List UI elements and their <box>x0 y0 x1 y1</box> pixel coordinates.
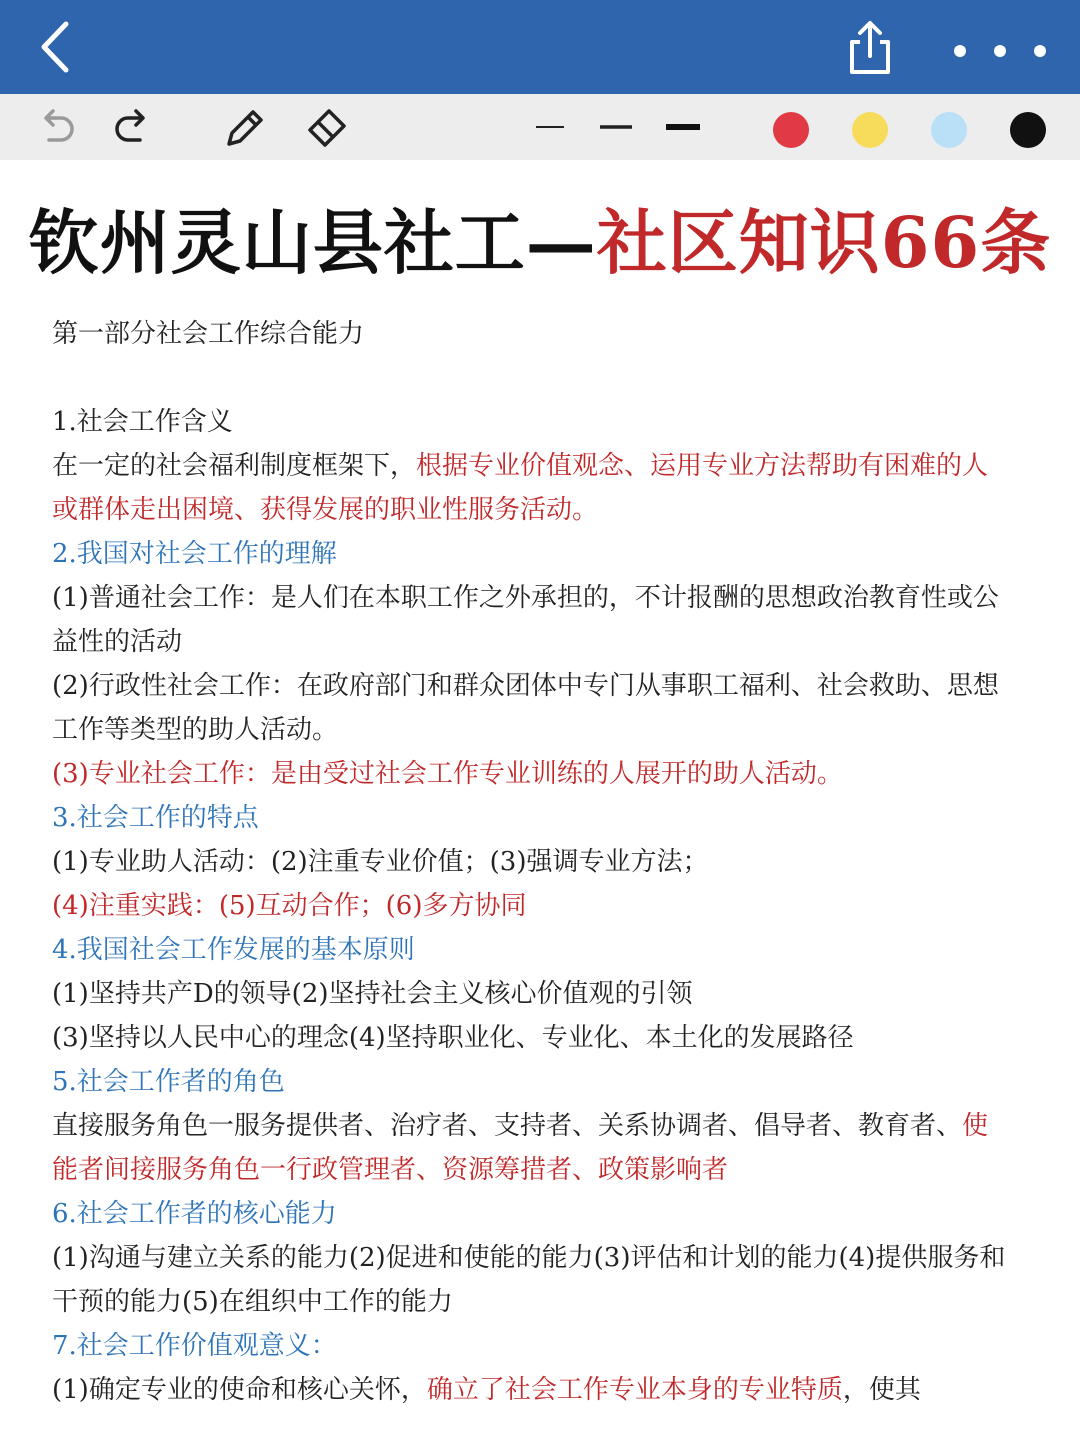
color-swatch-red[interactable] <box>773 112 809 148</box>
redo-icon <box>108 102 158 152</box>
paragraph-line: (1)普通社会工作：是人们在本职工作之外承担的，不计报酬的思想政治教育性或公 <box>52 583 999 613</box>
section-heading: 3.社会工作的特点 <box>52 803 259 833</box>
paragraph-line: 工作等类型的助人活动。 <box>52 715 339 745</box>
eraser-icon <box>302 102 352 152</box>
pencil-icon <box>220 102 270 152</box>
paragraph-line: (3)专业社会工作：是由受过社会工作专业训练的人展开的助人活动。 <box>52 759 843 789</box>
section-heading: 7.社会工作价值观意义： <box>52 1331 337 1361</box>
pencil-button[interactable] <box>220 102 270 152</box>
section-heading: 4.我国社会工作发展的基本原则 <box>52 935 415 965</box>
paragraph-line <box>52 444 1042 488</box>
paragraph-line: (2)行政性社会工作：在政府部门和群众团体中专门从事职工福利、社会救助、思想 <box>52 671 999 701</box>
back-button[interactable] <box>30 18 82 76</box>
section-heading: 5.社会工作者的角色 <box>52 1067 285 1097</box>
stroke-thick-icon <box>656 102 712 152</box>
page-title <box>0 198 1080 288</box>
share-button[interactable] <box>840 18 900 78</box>
eraser-button[interactable] <box>302 102 352 152</box>
paragraph-line: (3)坚持以人民中心的理念(4)坚持职业化、专业化、本土化的发展路径 <box>52 1023 854 1053</box>
highlight-span: 使 <box>962 1111 989 1141</box>
paragraph-line: 干预的能力(5)在组织中工作的能力 <box>52 1287 453 1317</box>
text-span: ，使其 <box>842 1375 921 1405</box>
paragraph-line: (4)注重实践：(5)互动合作；(6)多方协同 <box>52 891 527 921</box>
stroke-thin-button[interactable] <box>524 102 580 152</box>
title-part-black: 钦州灵山县社工— <box>28 201 597 284</box>
part-heading: 第一部分社会工作综合能力 <box>52 319 365 349</box>
redo-button[interactable] <box>108 102 158 152</box>
color-swatch-yellow[interactable] <box>852 112 888 148</box>
text-span: (1)确定专业的使命和核心关怀， <box>52 1375 427 1405</box>
text-span: 直接服务角色一服务提供者、治疗者、支持者、关系协调者、倡导者、教育者、 <box>52 1111 963 1141</box>
paragraph-line: (1)专业助人活动：(2)注重专业价值；(3)强调专业方法； <box>52 847 709 877</box>
paragraph-line: 益性的活动 <box>52 627 183 657</box>
more-button[interactable] <box>940 30 1060 70</box>
paragraph-line <box>52 1104 1042 1148</box>
paragraph-line: 或群体走出困境、获得发展的职业性服务活动。 <box>52 495 599 525</box>
undo-icon <box>31 102 81 152</box>
chevron-left-icon <box>30 18 82 76</box>
top-bar <box>0 0 1080 94</box>
share-icon <box>840 18 900 78</box>
stroke-medium-icon <box>590 102 646 152</box>
stroke-thick-button[interactable] <box>656 102 712 152</box>
section-heading: 1.社会工作含义 <box>52 407 233 437</box>
color-swatch-light-blue[interactable] <box>931 112 967 148</box>
stroke-medium-button[interactable] <box>590 102 646 152</box>
section-heading: 6.社会工作者的核心能力 <box>52 1199 337 1229</box>
paragraph-line: 能者间接服务角色一行政管理者、资源筹措者、政策影响者 <box>52 1155 729 1185</box>
more-dots-icon <box>940 30 1060 70</box>
highlight-span: 确立了社会工作专业本身的专业特质 <box>426 1375 843 1405</box>
section-heading: 2.我国对社会工作的理解 <box>52 539 337 569</box>
color-swatch-black[interactable] <box>1010 112 1046 148</box>
text-span: 在一定的社会福利制度框架下， <box>52 451 417 481</box>
highlight-span: 根据专业价值观念、运用专业方法帮助有困难的人 <box>416 451 989 481</box>
title-part-red: 社区知识66条 <box>596 201 1052 284</box>
undo-button[interactable] <box>31 102 81 152</box>
paragraph-line <box>52 1368 1042 1412</box>
document-page <box>0 160 1080 1440</box>
paragraph-line: (1)坚持共产D的领导(2)坚持社会主义核心价值观的引领 <box>52 979 693 1009</box>
stroke-thin-icon <box>524 102 580 152</box>
paragraph-line: (1)沟通与建立关系的能力(2)促进和使能的能力(3)评估和计划的能力(4)提供服务和 <box>52 1243 1006 1273</box>
annotation-toolbar <box>0 94 1080 160</box>
